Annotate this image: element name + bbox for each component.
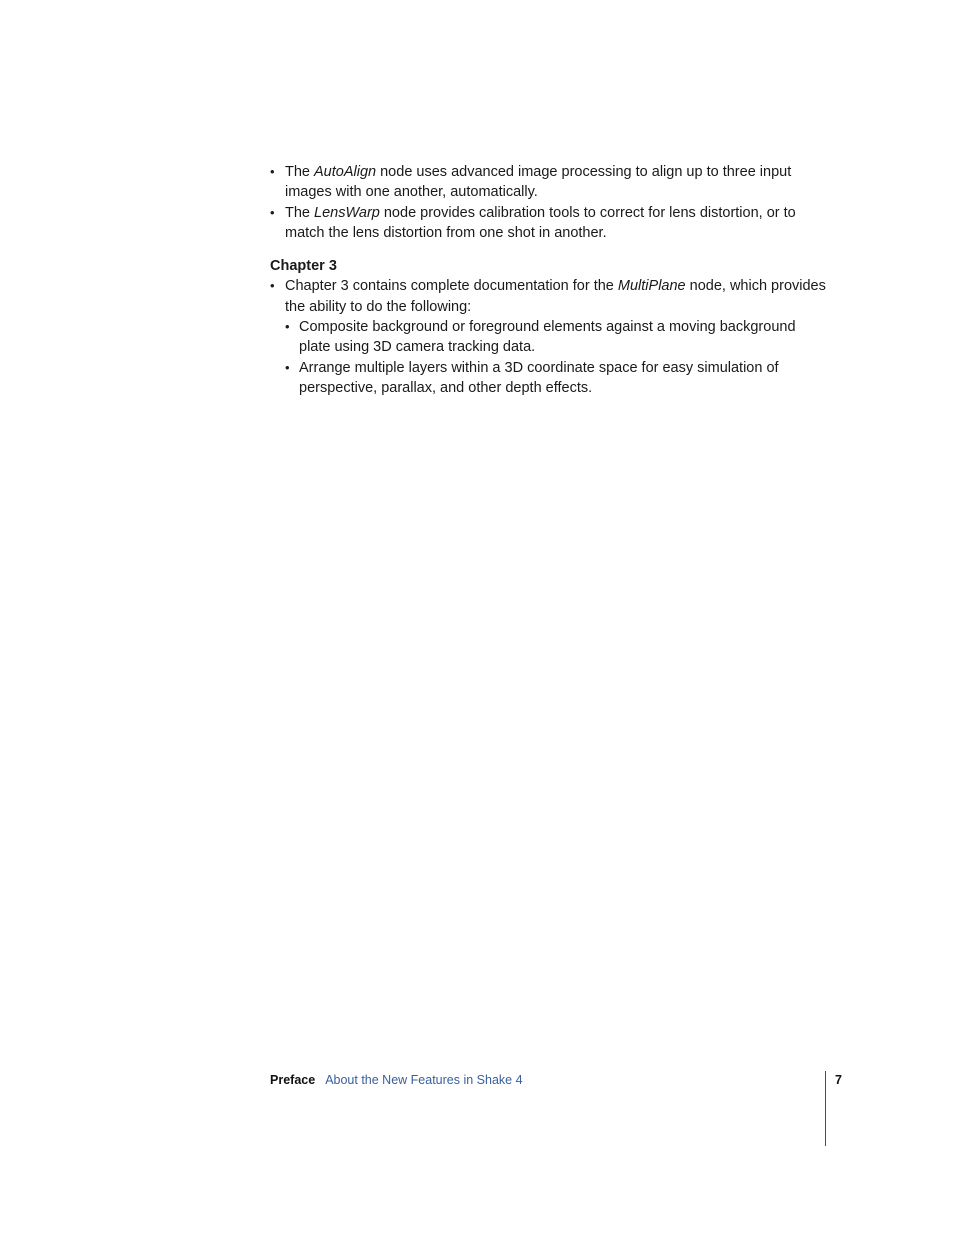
node-name-autoalign: AutoAlign [314,164,377,180]
main-content [270,162,830,398]
sublist-item-arrange: • Arrange multiple layers within a 3D coordinate space for easy simulation of perspective, parallax, and other depth effects. [285,358,830,399]
footer-divider [825,1071,826,1146]
sublist-item-composite: • Composite background or foreground elements against a moving background plate using 3D camera tracking data. [285,317,830,358]
footer-section-label: Preface [270,1073,316,1087]
item-text-prefix: The [285,204,315,221]
page-number: 7 [835,1073,842,1087]
chapter-3-heading: Chapter 3 [270,258,337,275]
list-item-autoalign [270,162,830,203]
item-text-prefix: Chapter 3 contains complete documentation for the [285,278,618,295]
item-text-suffix: node uses advanced image processing to align up to three input images with one another, automatically. [285,164,792,201]
node-name-multiplane: MultiPlane [617,278,686,295]
multiplane-sublist [285,317,830,398]
list-item-lenswarp [270,203,830,244]
list-item-multiplane [270,276,830,398]
item-text-prefix: The [285,164,315,180]
footer-chapter-title: About the New Features in Shake 4 [325,1073,523,1087]
item-text-suffix: node, which provides the ability to do the following: [285,278,826,315]
node-name-lenswarp: LensWarp [314,204,380,221]
item-text-suffix: node provides calibration tools to correct for lens distortion, or to match the lens distortion from one shot in another. [285,204,796,241]
chapter-3-list [270,276,830,398]
page-footer [270,1071,523,1089]
feature-list [270,162,830,243]
